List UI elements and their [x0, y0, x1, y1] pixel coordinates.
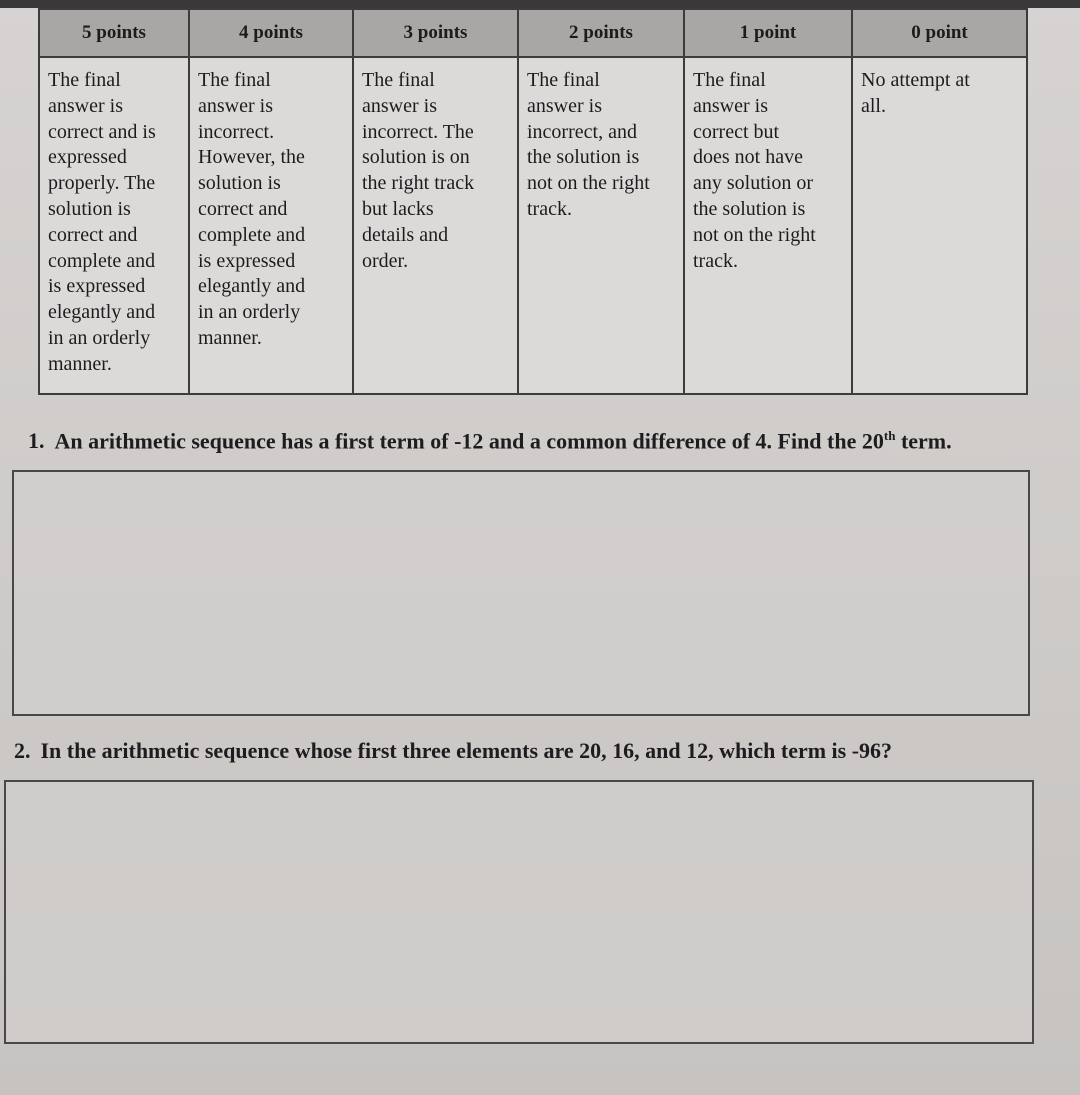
rubric-criteria-text: The final answer is correct but does not have any solution or the solution is not on the right track. [693, 69, 816, 272]
rubric-header-0-point: 0 point [852, 9, 1027, 57]
ordinal-suffix: th [883, 428, 896, 443]
rubric-criteria-text: The final answer is incorrect. However, the solution is correct and complete and is expressed elegantly and in an orderly manner. [198, 69, 306, 349]
scoring-rubric-table [38, 8, 1028, 395]
rubric-criteria-text: The final answer is incorrect. The solution is on the right track but lacks details and order. [362, 69, 475, 272]
answer-box-question-1[interactable] [12, 470, 1030, 716]
question-number: 1. [28, 428, 45, 454]
question-1 [28, 428, 952, 454]
rubric-header-row [39, 9, 1027, 57]
rubric-cell-5-points [39, 57, 189, 394]
rubric-header-4-points: 4 points [189, 9, 353, 57]
rubric-header-5-points: 5 points [39, 9, 189, 57]
top-edge-shadow [0, 0, 1080, 8]
rubric-criteria-text: The final answer is incorrect, and the solution is not on the right track. [527, 69, 650, 220]
rubric-cell-2-points [518, 57, 684, 394]
rubric-cell-1-point [684, 57, 852, 394]
question-text: An arithmetic sequence has a first term of -12 and a common difference of 4. Find the 20 [54, 428, 884, 454]
rubric-criteria-text: The final answer is correct and is expressed properly. The solution is correct and complete and is expressed elegantly and in an orderly manner. [48, 69, 156, 375]
question-text-end: term. [895, 428, 952, 454]
rubric-header-3-points: 3 points [353, 9, 518, 57]
rubric-criteria-row [39, 57, 1027, 394]
rubric-cell-0-point [852, 57, 1027, 394]
question-2 [14, 738, 892, 764]
rubric-criteria-text: No attempt at all. [861, 69, 970, 117]
question-number: 2. [14, 738, 31, 763]
rubric-cell-3-points [353, 57, 518, 394]
rubric-header-2-points: 2 points [518, 9, 684, 57]
rubric-cell-4-points [189, 57, 353, 394]
rubric-header-1-point: 1 point [684, 9, 852, 57]
answer-box-question-2[interactable] [4, 780, 1034, 1044]
question-text: In the arithmetic sequence whose first three elements are 20, 16, and 12, which term is -96? [40, 738, 893, 763]
